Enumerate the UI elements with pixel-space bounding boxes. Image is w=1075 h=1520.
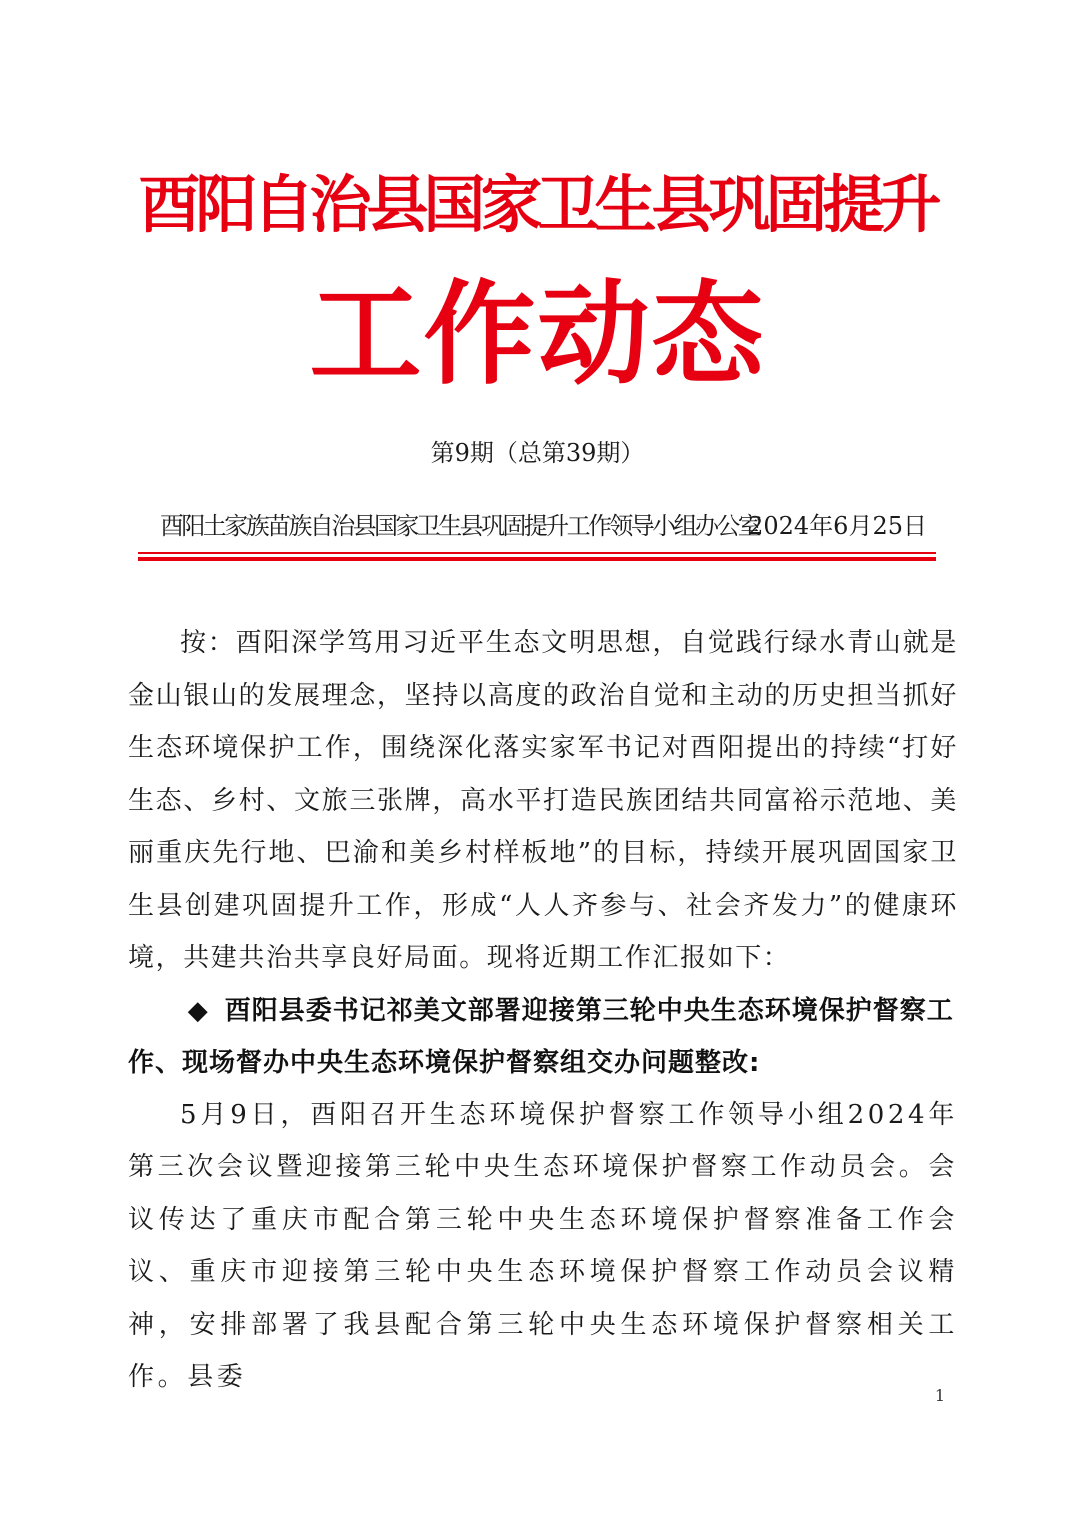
red-divider-thick (138, 557, 936, 561)
document-body (128, 617, 958, 1404)
issuing-office: 酉阳土家族苗族自治县国家卫生县巩固提升工作领导小组办公室 (160, 512, 760, 540)
issue-number: 第9期（总第39期） (430, 439, 645, 467)
masthead-subtitle: 工作动态 (309, 269, 766, 400)
red-divider-thin (138, 552, 936, 554)
issuer-line (160, 506, 927, 546)
section-paragraph: 5月9日，酉阳召开生态环境保护督察工作领导小组2024年第三次会议暨迎接第三轮中央生态环境保护督察工作动员会。会议传达了重庆市配合第三轮中央生态环境保护督察准备工作会议、重庆市迎接第三轮中央生态环境保护督察工作动员会议精神，安排部署了我县配合第三轮中央生态环境保护督察相关工作。县委 (128, 1099, 958, 1392)
masthead-title: 酉阳自治县国家卫生县巩固提升 (138, 168, 937, 241)
section-heading-text: 酉阳县委书记祁美文部署迎接第三轮中央生态环境保护督察工作、现场督办中央生态环境保护督察组交办问题整改: (128, 995, 954, 1078)
page-number: 1 (934, 1386, 945, 1405)
diamond-bullet-icon: ◆ (187, 995, 209, 1026)
intro-paragraph: 按：酉阳深学笃用习近平生态文明思想，自觉践行绿水青山就是金山银山的发展理念，坚持以高度的政治自觉和主动的历史担当抓好生态环境保护工作，围绕深化落实家军书记对酉阳提出的持续“打好生态、乡村、文旅三张牌，高水平打造民族团结共同富裕示范地、美丽重庆先行地、巴渝和美乡村样板地”的目标，持续开展巩固国家卫生县创建巩固提升工作，形成“人人齐参与、社会齐发力”的健康环境，共建共治共享良好局面。现将近期工作汇报如下： (128, 628, 958, 973)
section-heading (128, 985, 958, 1089)
issue-date: 2024年6月25日 (748, 512, 927, 540)
